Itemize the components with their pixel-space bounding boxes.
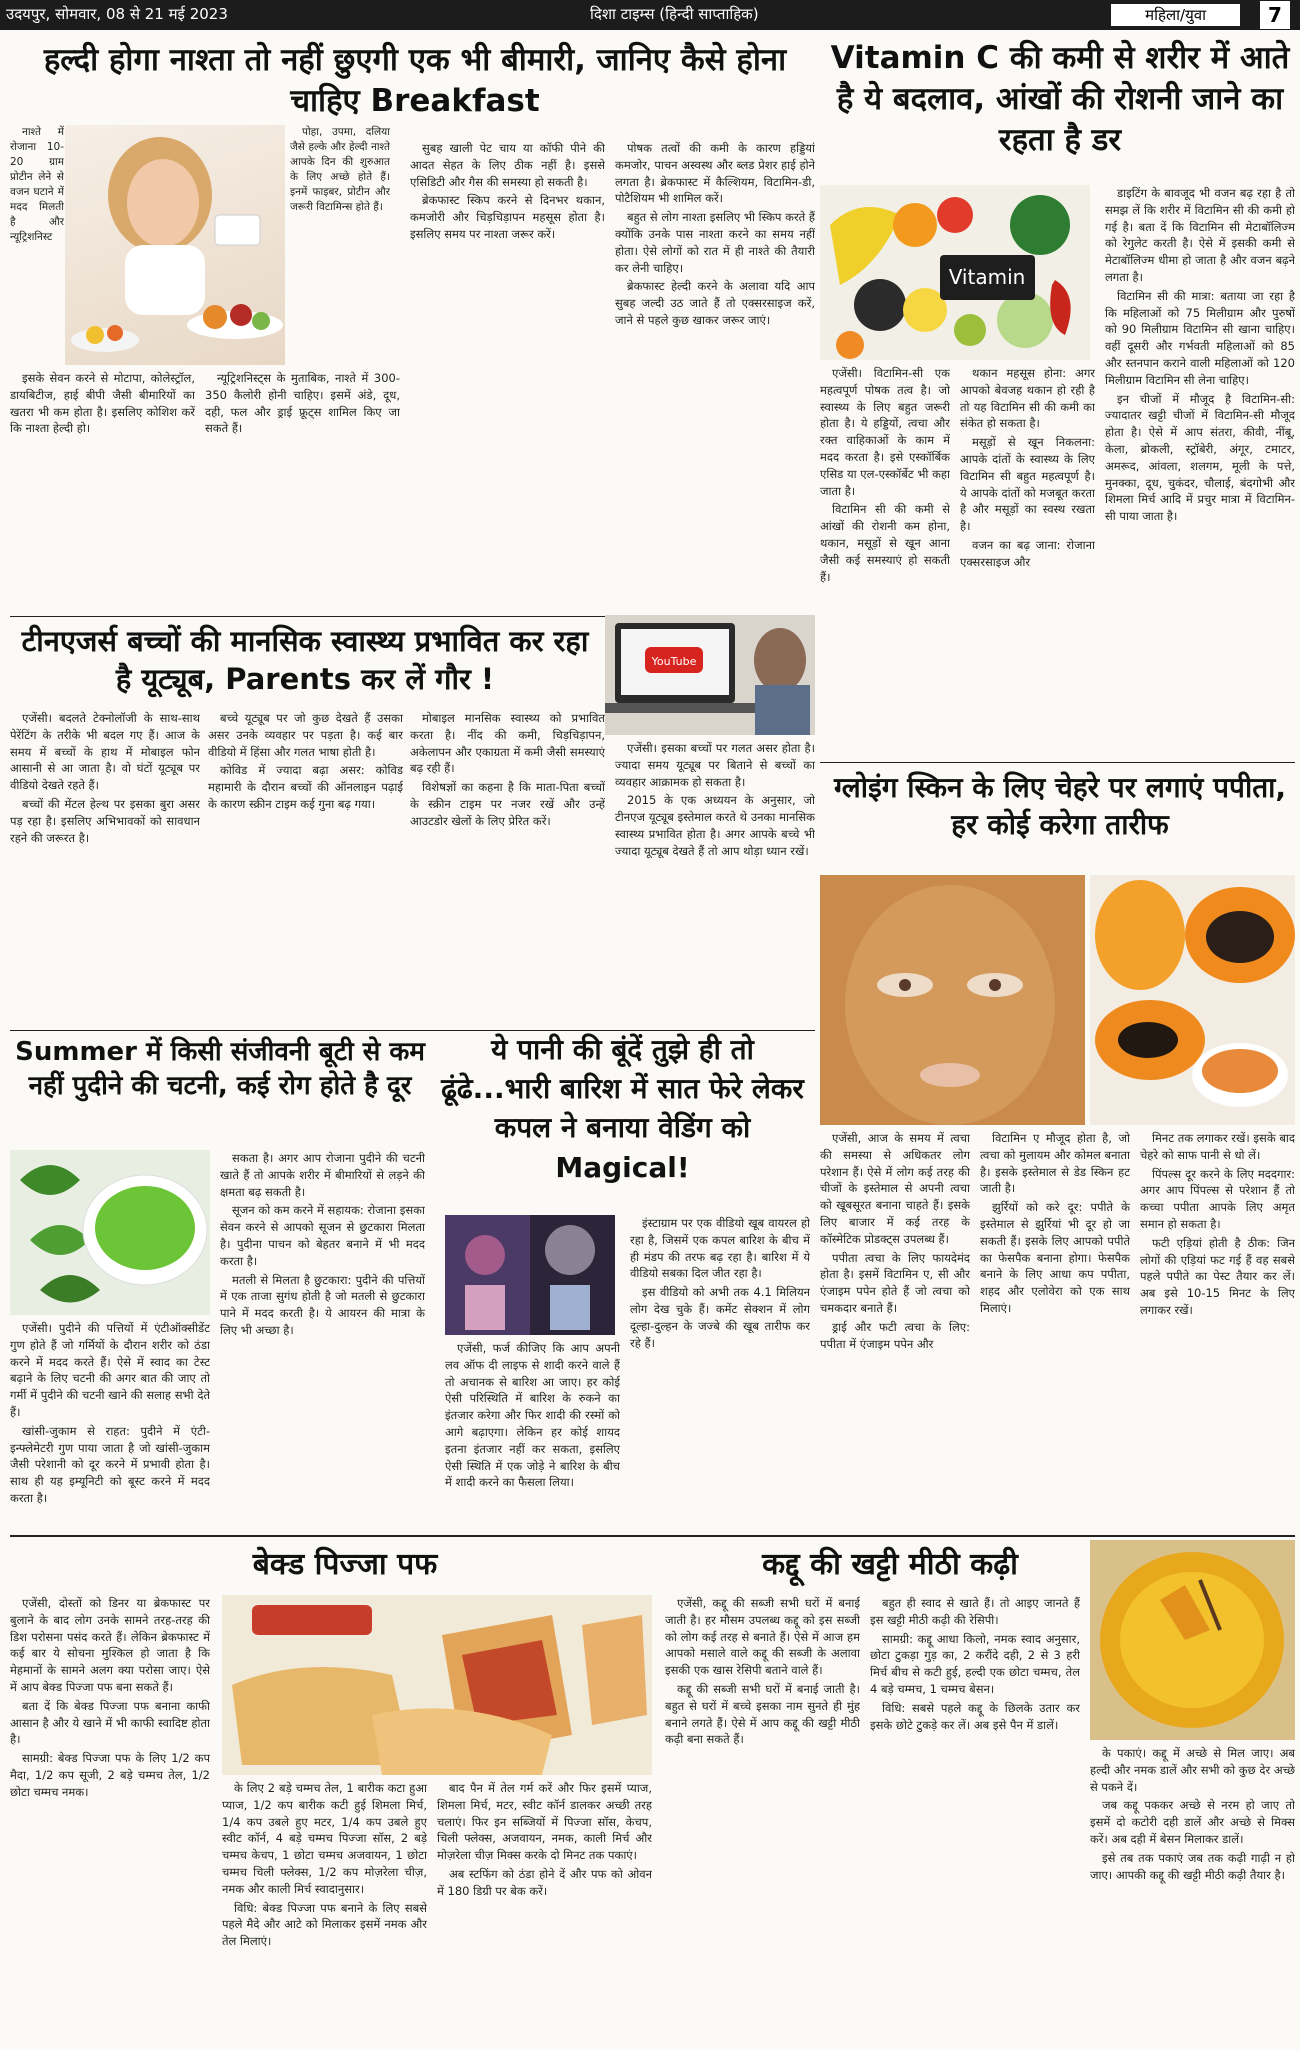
divider [820,762,1295,763]
vitamin-c-paragraph: इन चीजों में मौजूद है विटामिन-सी: ज्यादातर खट्टी चीजों में विटामिन-सी मौजूद होता है। ऐसे में आप संतरा, कीवी, नींबू, केला, ब्रोकली, स्ट्रॉबेरी, अंगूर, टमाटर, अमरूद, आंवला, शलगम, मूली के पत्ते, मुनक्का, दूध, चुकंदर, चौलाई, बंदगोभी और शिमला मिर्च आदि में प्रचुर मात्रा में विटामिन-सी पाया जाता है। [1105,391,1295,524]
breakfast-col-2-top [290,125,390,345]
vitamin-c-col-1 [820,365,950,755]
breakfast-paragraph: न्यूट्रिशनिस्ट्स के मुताबिक, नाश्ते में 300-350 कैलोरी होनी चाहिए। इसमें अंडे, दूध, दही, फल और ड्राई फ्रूट्स शामिल किए जा सकते हैं। [205,371,400,436]
mint-paragraph: सकता है। अगर आप रोजाना पुदीने की चटनी खाते हैं तो आपके शरीर में बीमारियों से लड़ने की क्षमता बढ़ सकती है। [220,1151,425,1199]
vitamin-c-paragraph: डाइटिंग के बावजूद भी वजन बढ़ रहा है तो समझ लें कि शरीर में विटामिन सी की कमी हो गई है। बता दें कि विटामिन सी मेटाबॉलिज्म को रेगुलेट करती है। ऐसे में इसकी कमी से मेटाबॉलिज्म धीमा हो जाता है और वजन बढ़ने लगता है। [1105,186,1295,284]
papaya-col-2 [980,1130,1130,1530]
kadhi-col-3 [1090,1745,1295,2045]
kadhi-paragraph: बहुत ही स्वाद से खाते हैं। तो आइए जानते हैं इस खट्टी मीठी कढ़ी की रेसिपी। [870,1596,1080,1627]
youtube-col-3 [410,710,605,1025]
pizza-headline: बेक्ड पिज्जा पफ [252,1547,438,1582]
papaya-paragraph: फटी एड़ियां होती है ठीक: जिन लोगों की एड़ियां फट गई हैं वह सबसे पहले पपीते का पेस्ट तैयार कर लें। अब इसे 10-15 मिनट के लिए लगाकर रखें। [1140,1235,1295,1317]
youtube-logo-text: YouTube [651,655,697,668]
youtube-paragraph: कोविड में ज्यादा बढ़ा असर: कोविड महामारी के दौरान बच्चों की ऑनलाइन पढ़ाई के कारण स्क्रीन टाइम कई गुना बढ़ गया। [208,763,403,811]
kadhi-paragraph: विधि: सबसे पहले कद्दू के छिलके उतार कर इसके छोटे टुकड़े कर लें। अब इसे पैन में डालें। [870,1700,1080,1732]
papaya-col-1 [820,1130,970,1530]
youtube-laptop-photo [605,615,815,735]
pizza-col-2 [222,1780,427,2045]
breakfast-paragraph: पोषक तत्वों की कमी के कारण हड्डियां कमजोर, पाचन अस्वस्थ और ब्लड प्रेशर हाई होने लगता है। ब्रेकफास्ट में कैल्शियम, विटामिन-डी, पोटैशियम भी शामिल करें। [615,141,815,206]
breakfast-paragraph: ब्रेकफास्ट हेल्दी करने के अलावा यदि आप सुबह जल्दी उठ जाते हैं तो एक्सरसाइज करें, जाने से पहले कुछ खाकर जरूर जाएं। [615,279,815,327]
youtube-paragraph: बच्चे यूट्यूब पर जो कुछ देखते हैं उसका असर उनके व्यवहार पर पड़ता है। कई बार वीडियो में हिंसा और गलत भाषा होती है। [208,711,403,759]
vitamin-c-paragraph: विटामिन सी की कमी से आंखों की रोशनी कम होना, थकान, मसूड़ों से खून आना जैसी कई समस्याएं हो सकती हैं। [820,502,950,584]
mint-chutney-photo [10,1150,210,1315]
vitamin-c-paragraph: विटामिन सी की मात्रा: बताया जा रहा है कि महिलाओं को 75 मिलीग्राम और पुरुषों को 90 मिलीग्राम विटामिन सी खाना चाहिए। वहीं दूसरी और गर्भवती महिलाओं को 85 और स्तनपान कराने वाली महिलाओं को 120 मिलीग्राम विटामिन सी लेना चाहिए। [1105,288,1295,387]
issue-date: उदयपुर, सोमवार, 08 से 21 मई 2023 [6,5,228,23]
wedding-rain-photo [445,1215,615,1335]
wedding-paragraph: एजेंसी, फर्ज कीजिए कि आप अपनी लव ऑफ दी लाइफ से शादी करने वाले हैं तो अचानक से बारिश आ जाए। हर कोई ऐसी परिस्थिति में बारिश के रुकने का इंतजार करेगा और फिर शादी की रस्मों को आगे बढ़ाएगा। लेकिन हर कोई शायद इतना इंतजार नहीं कर सकता, इसलिए ऐसी स्थिति में एक जोड़े ने बारिश के बीच में शादी करने का फैसला लिया। [445,1341,620,1490]
youtube-paragraph: एजेंसी। बदलते टेक्नोलॉजी के साथ-साथ पेरेंटिंग के तरीके भी बदल गए हैं। आज के समय में बच्चों के हाथ में मोबाइल फोन आसानी से आ जाता है। वो घंटों यूट्यूब पर वीडियो देखते रहते हैं। [10,711,200,793]
breakfast-paragraph: नाश्ते में रोजाना 10-20 ग्राम प्रोटीन लेने से वजन घटाने में मदद मिलती है और न्यूट्रिशनिस्ट [10,126,64,243]
breakfast-paragraph: सुबह खाली पेट चाय या कॉफी पीने की आदत सेहत के लिए ठीक नहीं है। इससे एसिडिटी और गैस की समस्या हो सकती है। [410,141,605,189]
wedding-col-1 [445,1340,620,1525]
breakfast-paragraph: बहुत से लोग नाश्ता इसलिए भी स्किप करते हैं क्योंकि उनके पास नाश्ता करने का समय नहीं होता। ऐसे लोगों को रात में ही नाश्ते की तैयारी कर लेनी चाहिए। [615,210,815,275]
pizza-puff-photo [222,1595,652,1775]
mint-paragraph: सूजन को कम करने में सहायक: रोजाना इसका सेवन करने से आपको सूजन से छुटकारा मिलता है। पुदीना पाचन को बेहतर बनाने में भी मदद करता है। [220,1203,425,1268]
kadhi-paragraph: के पकाएं। कद्दू में अच्छे से मिल जाए। अब हल्दी और नमक डालें और सभी को कुछ देर अच्छे से पकने दें। [1090,1746,1295,1794]
breakfast-col-4 [615,140,815,610]
youtube-col-2 [208,710,403,1025]
breakfast-woman-photo [65,125,285,365]
breakfast-col-2 [205,370,400,610]
youtube-paragraph: बच्चों की मेंटल हेल्थ पर इसका बुरा असर पड़ रहा है। इसलिए अभिभावकों को सावधान रहने की जरूरत है। [10,796,200,845]
page-header [0,0,1300,30]
vitamin-c-paragraph: एजेंसी। विटामिन-सी एक महत्वपूर्ण पोषक तत्व है। जो स्वास्थ्य के लिए बहुत जरूरी होता है। ये हड्डियों, त्वचा और रक्त वाहिकाओं के काम में मदद करता है। इसे एस्कॉर्बिक एसिड या एल-एस्कॉर्बेट भी कहा जाता है। [820,366,950,498]
mint-paragraph: मतली से मिलता है छुटकारा: पुदीने की पत्तियों में एक ताजा सुगंध होती है जो मतली से छुटकारा पाने में मदद करती है। ये आयरन की मात्रा के लिए भी अच्छा है। [220,1272,425,1337]
divider [10,1535,1295,1537]
mint-headline: Summer में किसी संजीवनी बूटी से कम नहीं पुदीने की चटनी, कई रोग होते है दूर [15,1037,425,1102]
papaya-paragraph: झुर्रियों को करे दूर: पपीते के इस्तेमाल से झुर्रियां भी दूर हो जा सकती हैं। इसके लिए आपको पपीते का फेसपैक बनाना होगा। फेसपैक बनाने के लिए आधा कप पपीता, शहद और एलोवेरा को एक साथ मिलाएं। [980,1200,1130,1315]
papaya-paragraph: पिंपल्स दूर करने के लिए मददगार: अगर आप पिंपल्स से परेशान हैं तो कच्चा पपीता आपके लिए अमृत समान हो सकता है। [1140,1166,1295,1231]
vitamin-c-paragraph: थकान महसूस होना: अगर आपको बेवजह थकान हो रही है तो यह विटामिन सी की कमी का संकेत हो सकता है। [960,366,1095,431]
breakfast-paragraph: पोहा, उपमा, दलिया जैसे हल्के और हेल्दी नाश्ते आपके दिन की शुरुआत के लिए अच्छे होते हैं। इनमें फाइबर, प्रोटीन और जरूरी विटामिन्स होते हैं। [290,126,390,213]
youtube-paragraph: एजेंसी। इसका बच्चों पर गलत असर होता है। ज्यादा समय यूट्यूब पर बिताने से बच्चों का व्यवहार आक्रामक हो सकता है। [615,741,815,789]
vitamin-c-headline: Vitamin C की कमी से शरीर में आते है ये बदलाव, आंखों की रोशनी जाने का रहता है डर [830,40,1290,158]
kadhi-col-1 [665,1595,860,2045]
mint-col-2 [220,1150,425,1525]
breakfast-paragraph: इसके सेवन करने से मोटापा, कोलेस्ट्रॉल, डायबिटीज, हाई बीपी जैसी बीमारियों का खतरा भी कम होता है। इसलिए कोशिश करें कि नाश्ता हेल्दी हो। [10,371,195,436]
papaya-paragraph: पपीता त्वचा के लिए फायदेमंद होता है। इसमें विटामिन ए, सी और एंजाइम पपेन होते हैं जो त्वचा को चमकदार बनाते हैं। [820,1250,970,1315]
youtube-headline: टीनएजर्स बच्चों की मानसिक स्वास्थ्य प्रभावित कर रहा है यूट्यूब, Parents कर लें गौर ! [21,624,589,697]
breakfast-col-1 [10,370,195,610]
breakfast-paragraph: ब्रेकफास्ट स्किप करने से दिनभर थकान, कमजोरी और चिड़चिड़ापन महसूस होता है। इसलिए समय पर नाश्ता जरूर करें। [410,193,605,241]
pizza-paragraph: सामग्री: बेक्ड पिज्जा पफ के लिए 1/2 कप मैदा, 1/2 कप सूजी, 2 बड़े चम्मच तेल, 1/2 छोटा चम्मच नमक। [10,1751,210,1799]
pizza-col-1 [10,1595,210,2045]
mint-col-1 [10,1320,210,1525]
mint-paragraph: खांसी-जुकाम से राहत: पुदीने में एंटी-इन्फ्लेमेटरी गुण पाया जाता है जो खांसी-जुकाम जैसी परेशानी को दूर करने में प्रभावी होता है। साथ ही यह इम्यूनिटी को बूस्ट करने में मदद करता है। [10,1423,210,1505]
mint-paragraph: एजेंसी। पुदीने की पत्तियों में एंटीऑक्सीडेंट गुण होते हैं जो गर्मियों के दौरान शरीर को ठंडा करने में मदद करते हैं। ऐसे में स्वाद का टेस्ट बढ़ाने के लिए चटनी की अगर बात की जाए तो गर्मी में पुदीने की चटनी खाने की सलाह सभी देते हैं। [10,1321,210,1419]
vitamin-c-paragraph: वजन का बढ़ जाना: रोजाना एक्सरसाइज और [960,537,1095,569]
youtube-col-4 [615,740,815,1025]
youtube-paragraph: मोबाइल मानसिक स्वास्थ्य को प्रभावित करता है। नींद की कमी, चिड़चिड़ापन, अकेलापन और एकाग्रता में कमी जैसी समस्याएं बढ़ रही हैं। [410,711,605,776]
papaya-paragraph: ड्राई और फटी त्वचा के लिए: पपीता में एंजाइम पपेन और [820,1319,970,1351]
youtube-col-1 [10,710,200,1025]
kadhi-headline: कद्दू की खट्टी मीठी कढ़ी [762,1547,1018,1582]
kadhi-paragraph: कद्दू की सब्जी सभी घरों में बनाई जाती है। बहुत से घरों में बच्चे इसका नाम सुनते ही मुंह बनाने लगते हैं। ऐसे में आप कद्दू की खट्टी मीठी कढ़ी बना सकते हैं। [665,1681,860,1747]
page-number: 7 [1260,1,1290,29]
youtube-paragraph: विशेषज्ञों का कहना है कि माता-पिता बच्चों के स्क्रीन टाइम पर नजर रखें और उन्हें आउटडोर खेलों के लिए प्रेरित करें। [410,780,605,828]
vitamin-c-col-2 [960,365,1095,755]
vitamin-board-text: Vitamin [948,265,1026,289]
pizza-paragraph: बाद पैन में तेल गर्म करें और फिर इसमें प्याज, शिमला मिर्च, मटर, स्वीट कॉर्न डालकर अच्छी तरह चलाएं। फिर इन सब्जियों में पिज्जा सॉस, केचप, चिली फ्लेक्स, अजवायन, नमक, काली मिर्च और मोज़रेला चीज़ मिक्स करके दो मिनट तक पकाएं। [437,1781,652,1863]
kadhi-col-2 [870,1595,1080,2045]
papaya-paragraph: विटामिन ए मौजूद होता है, जो त्वचा को मुलायम और कोमल बनाता है। इसके इस्तेमाल से डेड स्किन हट जाती है। [980,1131,1130,1196]
pizza-col-3 [437,1780,652,2045]
papaya-face-mask-photo [820,875,1085,1125]
vitamin-c-fruits-photo [820,185,1090,360]
pizza-paragraph: एजेंसी, दोस्तों को डिनर या ब्रेकफास्ट पर बुलाने के बाद लोग उनके सामने तरह-तरह की डिश परोसना पसंद करते हैं। लेकिन ब्रेकफास्ट में कई बार ये सोचना मुश्किल हो जाता है कि मेहमानों के सामने अलग क्या परोसा जाए। ऐसे में आप बेक्ड पिज्जा पफ बना सकते हैं। [10,1596,210,1694]
pizza-paragraph: बता दें कि बेक्ड पिज्जा पफ बनाना काफी आसान है और ये खाने में भी काफी स्वादिष्ट होता है। [10,1698,210,1747]
kadhi-paragraph: एजेंसी, कद्दू की सब्जी सभी घरों में बनाई जाती है। हर मौसम उपलब्ध कद्दू को इस सब्जी को लोग कई तरह से बनाते हैं। ऐसे में आज हम आपको मसाले वाले कद्दू की सब्जी के अलावा इसकी एक खास रेसिपी बताने वाले हैं। [665,1596,860,1678]
papaya-fruit-photo [1090,875,1295,1125]
wedding-col-2 [630,1215,810,1525]
kadhi-paragraph: जब कद्दू पककर अच्छे से नरम हो जाए तो इसमें दो कटोरी दही डालें और अच्छे से मिक्स करें। अब दही में बेसन मिलाकर डालें। [1090,1798,1295,1846]
wedding-paragraph: इंस्टाग्राम पर एक वीडियो खूब वायरल हो रहा है, जिसमें एक कपल बारिश के बीच में ही मंडप की तरफ बढ़ रहा है। बारिश में ये वीडियो सबका दिल जीत रहा है। [630,1216,810,1281]
vitamin-c-col-3 [1105,185,1295,755]
breakfast-col-3 [410,140,605,610]
papaya-headline: ग्लोइंग स्किन के लिए चेहरे पर लगाएं पपीता, हर कोई करेगा तारीफ [833,771,1287,841]
papaya-paragraph: मिनट तक लगाकर रखें। इसके बाद चेहरे को साफ पानी से धो लें। [1140,1131,1295,1162]
vitamin-c-paragraph: मसूड़ों से खून निकलना: आपके दांतों के स्वास्थ्य के लिए विटामिन सी बहुत महत्वपूर्ण है। ये आपके दांतों को मजबूत करता है और मसूड़ों का स्वस्थ रखता है। [960,435,1095,534]
papaya-paragraph: एजेंसी, आज के समय में त्वचा की समस्या से अधिकतर लोग परेशान हैं। ऐसे में लोग कई तरह की चीजों के इस्तेमाल से अपनी त्वचा को खूबसूरत बनाना चाहते हैं। इसके लिए बाजार में कई तरह के कॉस्मेटिक प्रोडक्ट्स उपलब्ध हैं। [820,1131,970,1246]
section-label: महिला/युवा [1111,4,1240,26]
pizza-paragraph: अब स्टफिंग को ठंडा होने दें और पफ को ओवन में 180 डिग्री पर बेक करें। [437,1866,652,1898]
masthead: दिशा टाइम्स (हिन्दी साप्ताहिक) [590,5,759,23]
youtube-paragraph: 2015 के एक अध्ययन के अनुसार, जो टीनएज यूट्यूब इस्तेमाल करते थे उनका मानसिक स्वास्थ्य प्रभावित होता है। अगर आपके बच्चे भी ज्यादा यूट्यूब देखते हैं तो आप थोड़ा ध्यान रखें। [615,793,815,858]
pizza-paragraph: के लिए 2 बड़े चम्मच तेल, 1 बारीक कटा हुआ प्याज, 1/2 कप बारीक कटी हुई शिमला मिर्च, 1/4 कप उबले हुए मटर, 1/4 कप उबले हुए स्वीट कॉर्न, 4 बड़े चम्मच पिज्जा सॉस, 2 बड़े चम्मच केचप, 1 छोटा चम्मच अजवायन, 1 छोटा चम्मच चिली फ्लेक्स, 1/2 कप मोज़रेला चीज़, नमक और काली मिर्च स्वादानुसार। [222,1781,427,1896]
breakfast-col-1-top [10,125,64,245]
kadhi-paragraph: इसे तब तक पकाएं जब तक कढ़ी गाढ़ी न हो जाए। आपकी कद्दू की खट्टी मीठी कढ़ी तैयार है। [1090,1850,1295,1882]
kadhi-bowl-photo [1090,1540,1295,1740]
wedding-headline: ये पानी की बूंदें तुझे ही तो ढूंढे...भारी बारिश में सात फेरे लेकर कपल ने बनाया वेडिंग को Magical! [441,1033,804,1184]
kadhi-paragraph: सामग्री: कद्दू आधा किलो, नमक स्वाद अनुसार, छोटा टुकड़ा गुड़ का, 2 करौंदे दही, 2 से 3 हरी मिर्च बीच से कटी हुई, हल्दी एक छोटा चम्मच, तेल 4 बड़े चम्मच, 1 चम्मच बेसन। [870,1631,1080,1696]
papaya-col-3 [1140,1130,1295,1530]
breakfast-headline: हल्दी होगा नाश्ता तो नहीं छुएगी एक भी बीमारी, जानिए कैसे होना चाहिए Breakfast [43,42,787,119]
wedding-paragraph: इस वीडियो को अभी तक 4.1 मिलियन लोग देख चुके हैं। कमेंट सेक्शन में लोग दूल्हा-दुल्हन के जज्बे की खूब तारीफ कर रहे हैं। [630,1285,810,1350]
pizza-paragraph: विधि: बेक्ड पिज्जा पफ बनाने के लिए सबसे पहले मैदे और आटे को मिलाकर इसमें नमक और तेल मिलाएं। [222,1900,427,1949]
